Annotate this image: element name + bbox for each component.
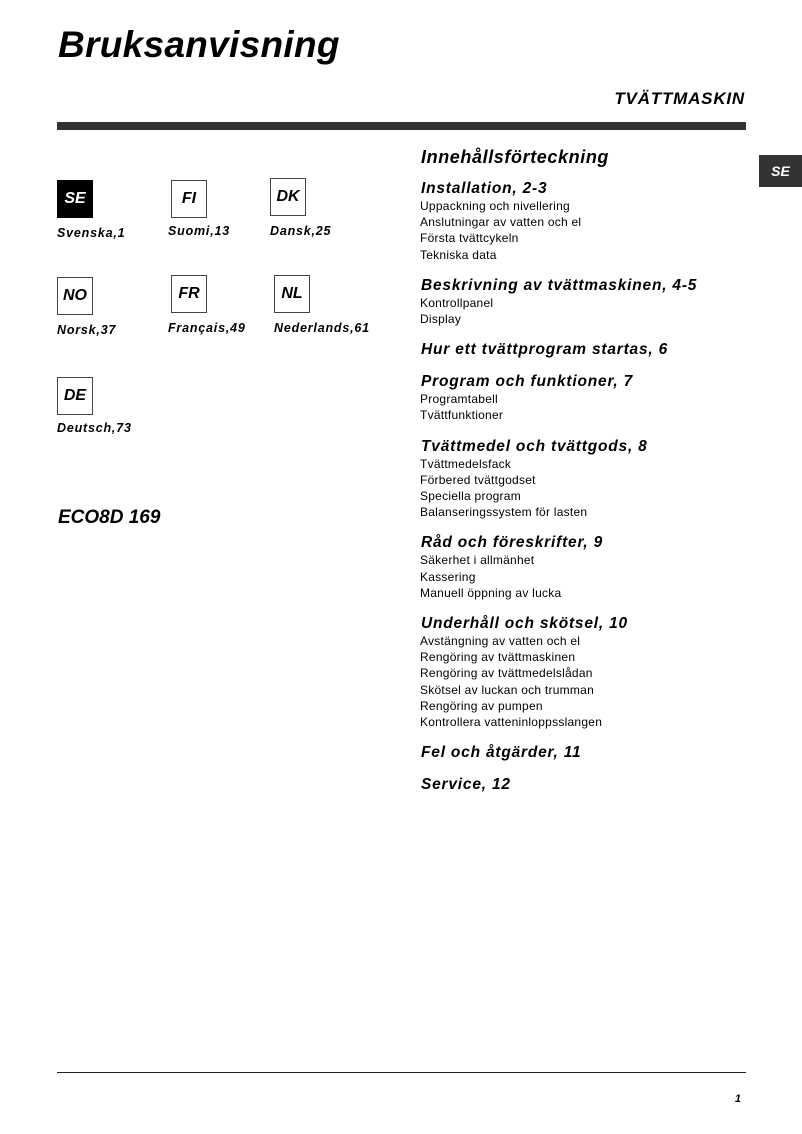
lang-box-nl[interactable]: NL [274,275,310,313]
toc-item[interactable]: Kontrollera vatteninloppsslangen [420,715,603,730]
toc-item[interactable]: Balanseringssystem för lasten [420,505,588,520]
toc-section-title[interactable]: Program och funktioner, 7 [421,373,634,391]
product-type: TVÄTTMASKIN [614,89,745,108]
toc-section-title[interactable]: Fel och åtgärder, 11 [421,744,582,762]
toc-section-installation [420,179,750,263]
toc-item[interactable]: Anslutningar av vatten och el [420,215,582,230]
toc-heading: Innehållsförteckning [421,147,610,167]
toc-section-tvattmedel [420,437,750,521]
toc-item[interactable]: Avstängning av vatten och el [420,634,581,649]
table-of-contents [420,147,750,807]
lang-label-fr: Français,49 [168,321,246,335]
lang-box-de[interactable]: DE [57,377,93,415]
toc-section-program [420,372,750,423]
toc-item[interactable]: Tekniska data [420,247,497,262]
toc-section-beskrivning [420,276,750,327]
toc-section-title[interactable]: Service, 12 [421,776,511,794]
toc-item[interactable]: Display [420,312,462,327]
toc-item[interactable]: Skötsel av luckan och trumman [420,682,594,697]
toc-section-title[interactable]: Underhåll och skötsel, 10 [421,615,628,633]
toc-item[interactable]: Kassering [420,569,476,584]
toc-item[interactable]: Rengöring av tvättmaskinen [420,650,576,665]
lang-box-fi[interactable]: FI [171,180,207,218]
toc-item[interactable]: Tvättmedelsfack [420,456,512,471]
model-number: ECO8D 169 [58,507,161,528]
toc-item[interactable]: Programtabell [420,392,498,407]
lang-label-de: Deutsch,73 [57,421,132,435]
toc-item[interactable]: Rengöring av tvättmedelslådan [420,666,593,681]
language-side-tab: SE [759,155,802,187]
toc-section-rad [420,533,750,601]
toc-section-fel [420,743,750,762]
toc-item[interactable]: Säkerhet i allmänhet [420,553,535,568]
toc-item[interactable]: Uppackning och nivellering [420,199,570,213]
header-divider [57,122,746,130]
toc-section-startas [420,340,750,359]
toc-item[interactable]: Rengöring av pumpen [420,698,543,713]
lang-box-dk[interactable]: DK [270,178,306,216]
toc-item[interactable]: Första tvättcykeln [420,231,519,246]
page-number: 1 [734,1093,741,1105]
lang-label-nl: Nederlands,61 [274,321,370,335]
toc-section-title[interactable]: Beskrivning av tvättmaskinen, 4-5 [421,276,698,294]
toc-section-underhall [420,614,750,730]
toc-section-service [420,775,750,794]
toc-section-title[interactable]: Råd och föreskrifter, 9 [421,534,604,552]
toc-item[interactable]: Manuell öppning av lucka [420,585,562,600]
toc-section-title[interactable]: Installation, 2-3 [421,180,548,197]
toc-section-title[interactable]: Hur ett tvättprogram startas, 6 [421,341,669,359]
lang-label-se: Svenska,1 [57,226,126,240]
lang-label-fi: Suomi,13 [168,224,230,238]
lang-box-no[interactable]: NO [57,277,93,315]
footer-divider [57,1072,746,1073]
toc-item[interactable]: Förbered tvättgodset [420,472,536,487]
toc-item[interactable]: Tvättfunktioner [420,408,504,423]
lang-box-fr[interactable]: FR [171,275,207,313]
lang-box-se[interactable]: SE [57,180,93,218]
toc-item[interactable]: Speciella program [420,489,521,504]
toc-section-title[interactable]: Tvättmedel och tvättgods, 8 [421,437,648,455]
toc-item[interactable]: Kontrollpanel [420,295,494,310]
lang-label-no: Norsk,37 [57,323,117,337]
page-title: Bruksanvisning [58,24,340,65]
lang-label-dk: Dansk,25 [270,224,332,238]
